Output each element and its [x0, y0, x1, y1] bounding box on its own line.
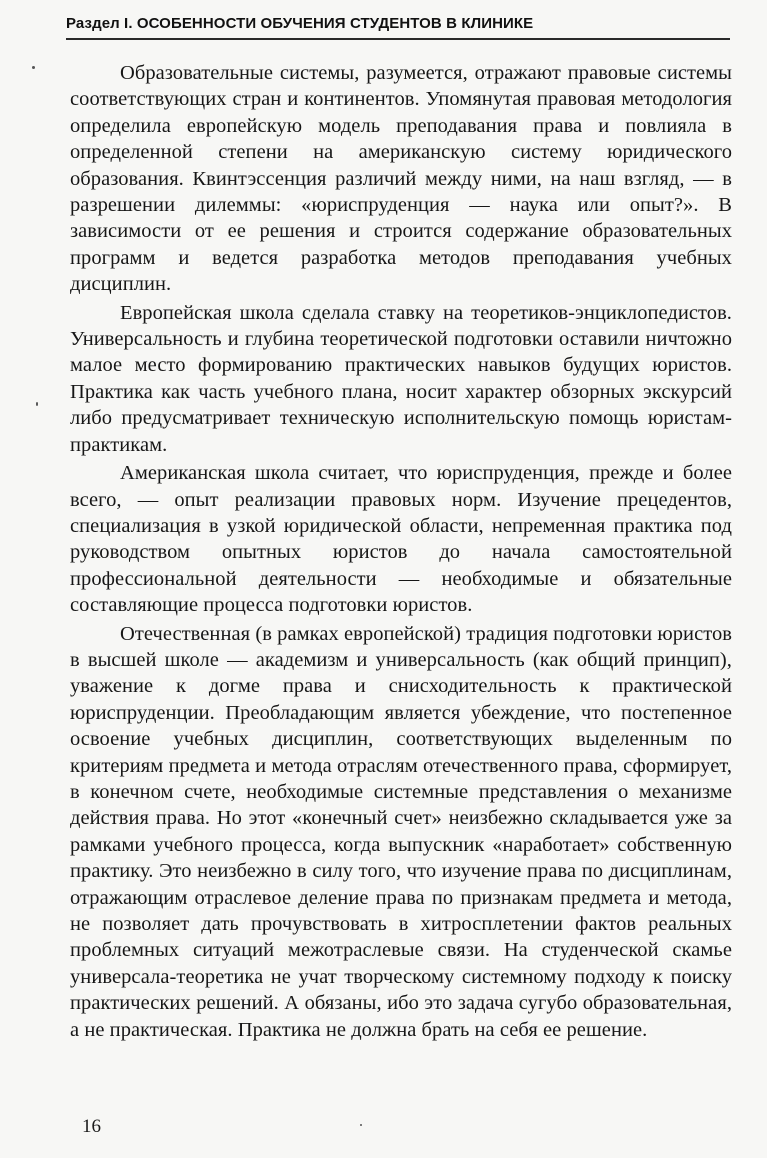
page-number: 16 [82, 1116, 101, 1137]
section-title: Раздел I. ОСОБЕННОСТИ ОБУЧЕНИЯ СТУДЕНТОВ В КЛИНИКЕ [66, 15, 534, 32]
scan-speck [36, 402, 38, 406]
paragraph-3: Американская школа считает, что юриспруденция, прежде и более всего, — опыт реализации правовых норм. Изучение прецедентов, специализация в узкой юридической области, непременная практика под руководством опытных юристов до начала самостоятельной профессиональной деятельности — необходимые и обязательные составляющие процесса подготовки юристов. [70, 462, 732, 617]
paragraph-2: Европейская школа сделала ставку на теоретиков-энциклопедистов. Универсальность и глубина теоретической подготовки оставили ничтожно малое место формированию практических навыков будущих юристов. Практика как часть учебного плана, носит характер обзорных экскурсий либо предусматривает техническую исполнительскую помощь юристам-практикам. [70, 301, 732, 456]
paragraph-4: Отечественная (в рамках европейской) традиция подготовки юристов в высшей школе — академизм и универсальность (как общий принцип), уважение к догме права и снисходительность к практической юриспруденции. Преобладающим является убеждение, что постепенное освоение учебных дисциплин, соответствующих выделенным по критериям предмета и метода отраслям отечественного права, сформирует, в конечном счете, необходимые системные представления о механизме действия права. Но этот «конечный счет» неизбежно складывается уже за рамками учебного процесса, когда выпускник «наработает» собственную практику. Это неизбежно в силу того, что изучение права по дисциплинам, отражающим отраслевое деление права по признакам предмета и метода, не позволяет дать прочувствовать в хитросплетении фактов реальных проблемных ситуаций межотраслевые связи. На студенческой скамье универсала-теоретика не учат творческому системному подходу к поиску практических решений. А обязаны, ибо это задача сугубо образовательная, а не практическая. Практика не должна брать на себя ее решение. [70, 622, 732, 1041]
scan-speck [360, 1124, 362, 1126]
paragraph-1: Образовательные системы, разумеется, отражают правовые системы соответствующих стран и континентов. Упомянутая правовая методология определила европейскую модель преподавания права и повлияла в определенной степени на американскую систему юридического образования. Квинтэссенция различий между ними, на наш взгляд, — в разрешении дилеммы: «юриспруденция — наука или опыт?». В зависимости от ее решения и строится содержание образовательных программ и ведется разработка методов преподавания учебных дисциплин. [70, 62, 732, 296]
running-header [66, 12, 730, 40]
page-body [70, 60, 732, 1043]
scan-speck [32, 66, 35, 69]
